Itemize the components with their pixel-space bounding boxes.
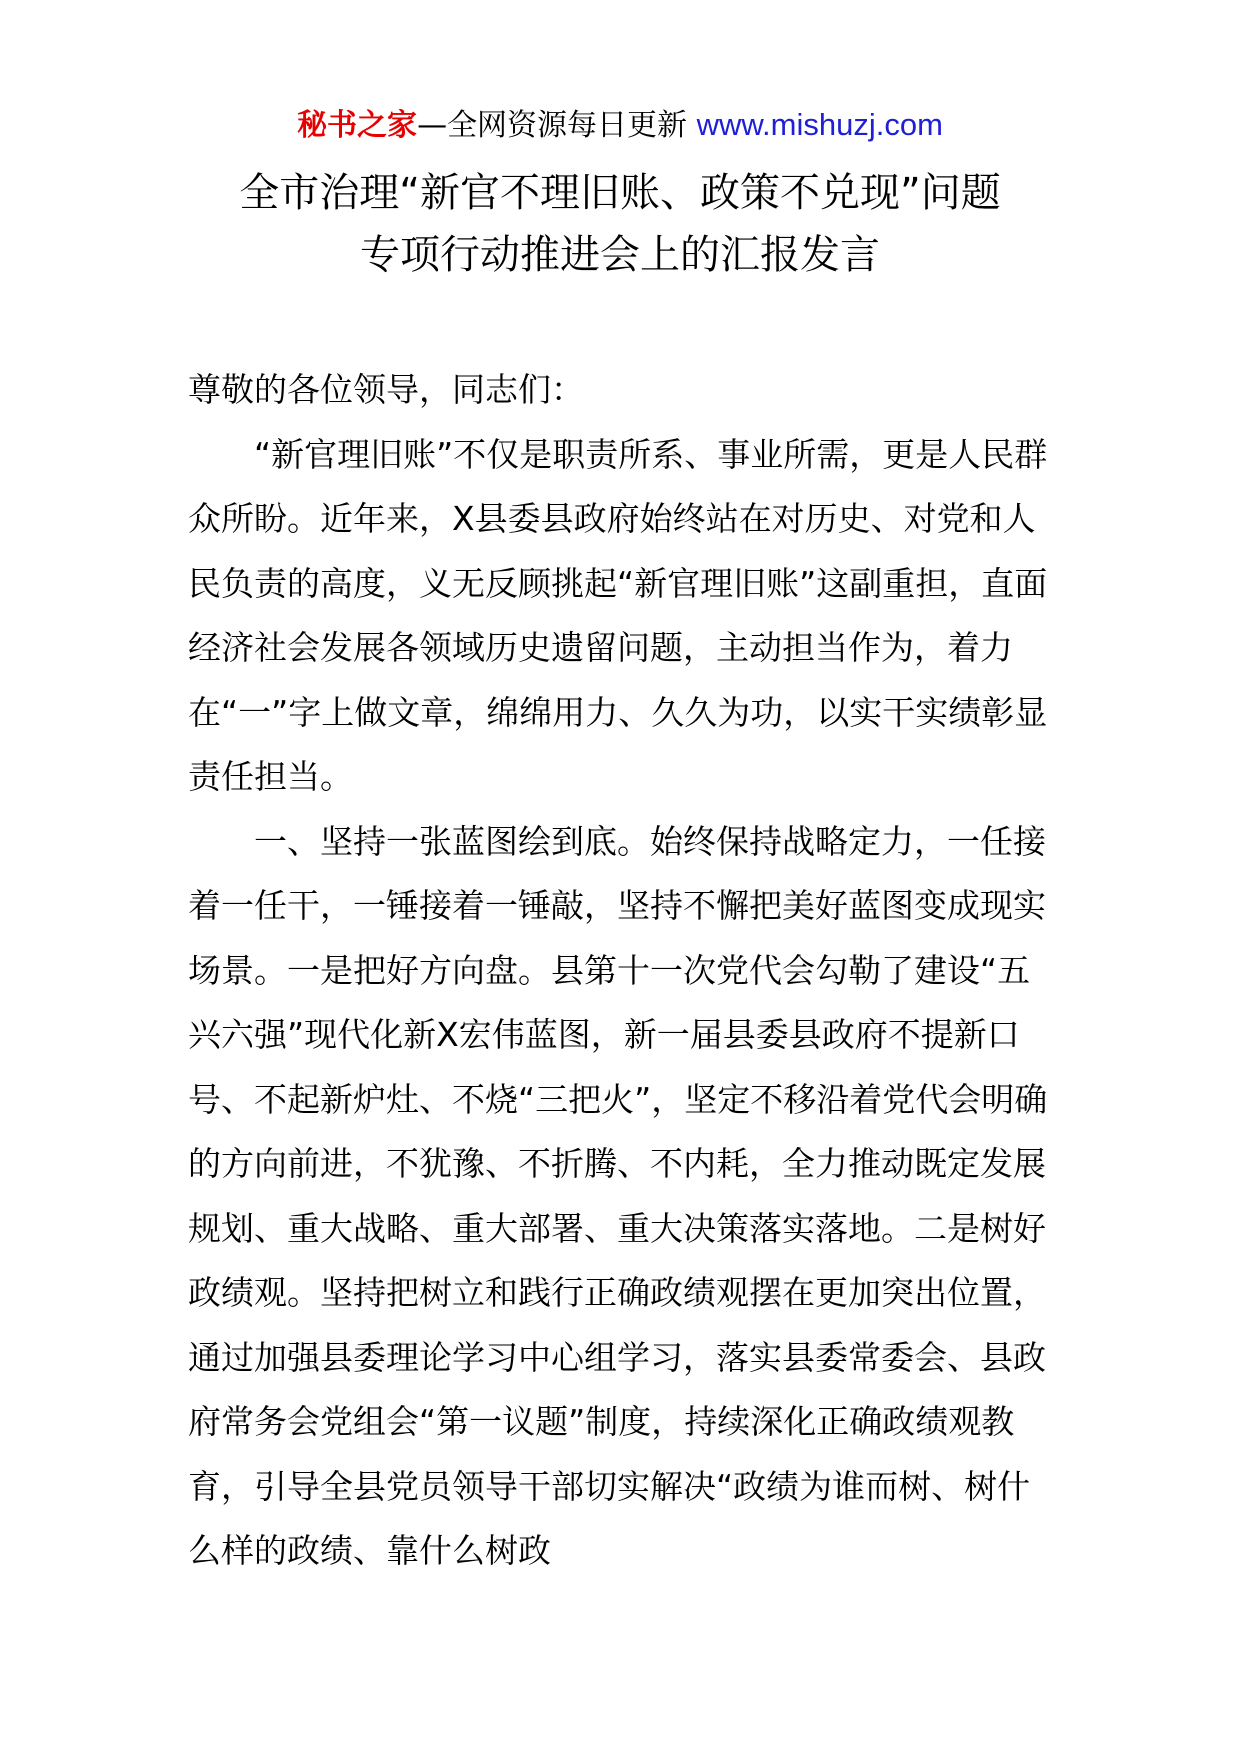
site-header: [0, 100, 1240, 151]
document-body: [188, 358, 1056, 1584]
body-paragraph: 一、坚持一张蓝图绘到底。始终保持战略定力，一任接着一任干，一锤接着一锤敲，坚持不懈把美好蓝图变成现实场景。一是把好方向盘。县第十一次党代会勾勒了建设“五兴六强”现代化新X宏伟蓝图，新一届县委县政府不提新口号、不起新炉灶、不烧“三把火”，坚定不移沿着党代会明确的方向前进，不犹豫、不折腾、不内耗，全力推动既定发展规划、重大战略、重大部署、重大决策落实落地。二是树好政绩观。坚持把树立和践行正确政绩观摆在更加突出位置，通过加强县委理论学习中心组学习，落实县委常委会、县政府常务会党组会“第一议题”制度，持续深化正确政绩观教育，引导全县党员领导干部切实解决“政绩为谁而树、树什么样的政绩、靠什么树政: [188, 821, 1048, 1570]
site-url-link[interactable]: www.mishuzj.com: [696, 107, 943, 142]
title-line-2: 专项行动推进会上的汇报发言: [360, 232, 880, 278]
brand-name: 秘书之家: [297, 108, 418, 143]
header-tagline: —全网资源每日更新: [417, 108, 688, 143]
title-line-1: 全市治理“新官不理旧账、政策不兑现”问题: [239, 170, 1001, 216]
body-paragraph: “新官理旧账”不仅是职责所系、事业所需，更是人民群众所盼。近年来，X县委县政府始终站在对历史、对党和人民负责的高度，义无反顾挑起“新官理旧账”这副重担，直面经济社会发展各领域历史遗留问题，主动担当作为，着力在“一”字上做文章，绵绵用力、久久为功，以实干实绩彰显责任担当。: [188, 434, 1048, 796]
document-title: [0, 162, 1240, 286]
salutation: 尊敬的各位领导，同志们：: [188, 370, 584, 409]
